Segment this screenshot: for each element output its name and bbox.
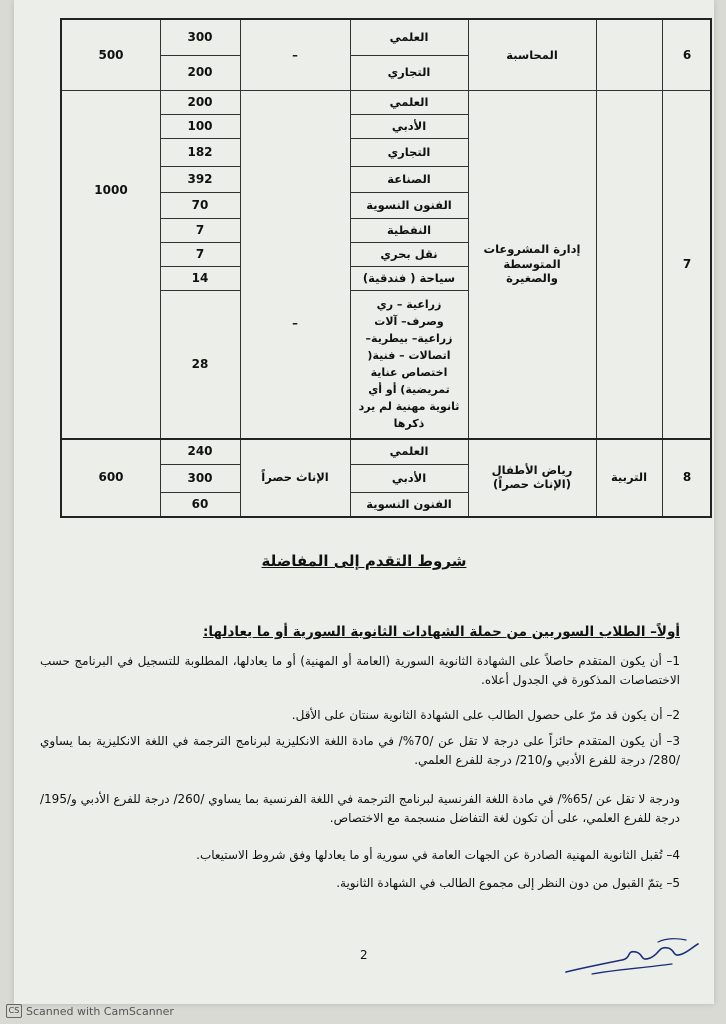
row-number: 7 xyxy=(682,256,692,271)
branch-seats: 28 xyxy=(191,356,209,371)
branch-name: الصناعة xyxy=(387,171,431,186)
branch-name: العلمي xyxy=(389,30,429,45)
branch-name: العلمي xyxy=(389,94,429,109)
college-cell xyxy=(596,90,662,438)
note-cell: – xyxy=(292,47,298,62)
total-seats: 1000 xyxy=(94,182,128,197)
subtitle: أولاً– الطلاب السوريين من حملة الشهادات الثانوية السورية أو ما يعادلها: xyxy=(203,624,680,640)
condition-5: 5– يتمّ القبول من دون النظر إلى مجموع الطالب في الشهادة الثانوية. xyxy=(336,876,680,890)
seats-table xyxy=(60,18,712,518)
branch-name: التجاري xyxy=(387,144,431,159)
branch-seats: 7 xyxy=(195,222,205,237)
specialty-cell: إدارة المشروعات المتوسطة والصغيرة xyxy=(483,242,581,286)
branch-name: زراعية – ري وصرف– آلات زراعية– بيطرية– اتصالات – فنية( اختصاص عناية تمريضية) أو أي ثانوية مهنية لم يرد ذكرها xyxy=(358,297,460,431)
branch-name: سياحة ( فندقية) xyxy=(362,270,456,285)
branch-name: النفطية xyxy=(386,222,432,237)
condition-4: 4– تُقبل الثانوية المهنية الصادرة عن الجهات العامة في سورية أو ما يعادلها وفق شروط الاستيعاب. xyxy=(196,848,680,862)
specialty-cell: المحاسبة xyxy=(506,47,558,62)
scanner-watermark xyxy=(6,1004,174,1018)
total-seats: 500 xyxy=(98,47,124,62)
condition-1: 1– أن يكون المتقدم حاصلاً على الشهادة الثانوية السورية (العامة أو المهنية) أو ما يعادلها، المطلوبة للتسجيل في البرنامج حسب الاختصاصات المذكورة في الجدول أعلاه. xyxy=(40,654,680,687)
scanner-text: Scanned with CamScanner xyxy=(26,1004,174,1018)
branch-name: التجاري xyxy=(387,65,431,80)
branch-name: الأدبي xyxy=(391,470,427,485)
condition-3-continued: ودرجة لا تقل عن /65%/ في مادة اللغة الفرنسية لبرنامج الترجمة في اللغة الفرنسية بما يساوي /260/ درجة للفرع الأدبي و/195/ درجة للفرع العلمي، على أن تكون لغة التفاضل منسجمة مع الاختصاص. xyxy=(40,792,680,825)
condition-2: 2– أن يكون قد مرّ على حصول الطالب على الشهادة الثانوية سنتان على الأقل. xyxy=(291,708,680,722)
branch-seats: 7 xyxy=(195,246,205,261)
camscanner-logo-icon: CS xyxy=(6,1004,22,1018)
branch-seats: 240 xyxy=(187,443,213,458)
college-cell: التربية xyxy=(610,469,648,484)
branch-seats: 70 xyxy=(191,197,209,212)
row-number: 8 xyxy=(682,469,692,484)
signature-icon xyxy=(562,934,702,980)
specialty-cell: رياض الأطفال (الإناث حصراً) xyxy=(491,462,573,491)
branch-seats: 392 xyxy=(187,171,213,186)
branch-name: الفنون النسوية xyxy=(366,197,452,212)
branch-name: نقل بحري xyxy=(380,246,438,261)
branch-seats: 182 xyxy=(187,144,213,159)
document-page xyxy=(14,0,714,1004)
branch-seats: 14 xyxy=(191,270,209,285)
branch-seats: 200 xyxy=(187,94,213,109)
branch-name: الأدبي xyxy=(391,118,427,133)
branch-name: العلمي xyxy=(389,443,429,458)
branch-seats: 300 xyxy=(187,30,213,44)
college-cell xyxy=(596,20,662,90)
note-cell: – xyxy=(292,316,298,330)
section-title: شروط التقدم إلى المفاضلة xyxy=(261,552,467,570)
total-seats: 600 xyxy=(98,469,124,484)
row-number: 6 xyxy=(682,47,692,62)
branch-seats: 200 xyxy=(187,65,213,79)
note-cell: الإناث حصراً xyxy=(261,469,329,484)
page-number: 2 xyxy=(360,948,368,962)
branch-name: الفنون النسوية xyxy=(366,496,452,511)
branch-seats: 300 xyxy=(187,470,213,485)
branch-seats: 100 xyxy=(187,118,213,133)
condition-3: 3– أن يكون المتقدم حائزاً على درجة لا تقل عن /70%/ في مادة اللغة الانكليزية لبرنامج الترجمة في اللغة الانكليزية بما يساوي /280/ درجة للفرع الأدبي و/210/ درجة للفرع العلمي. xyxy=(40,734,680,767)
branch-seats: 60 xyxy=(191,496,209,511)
